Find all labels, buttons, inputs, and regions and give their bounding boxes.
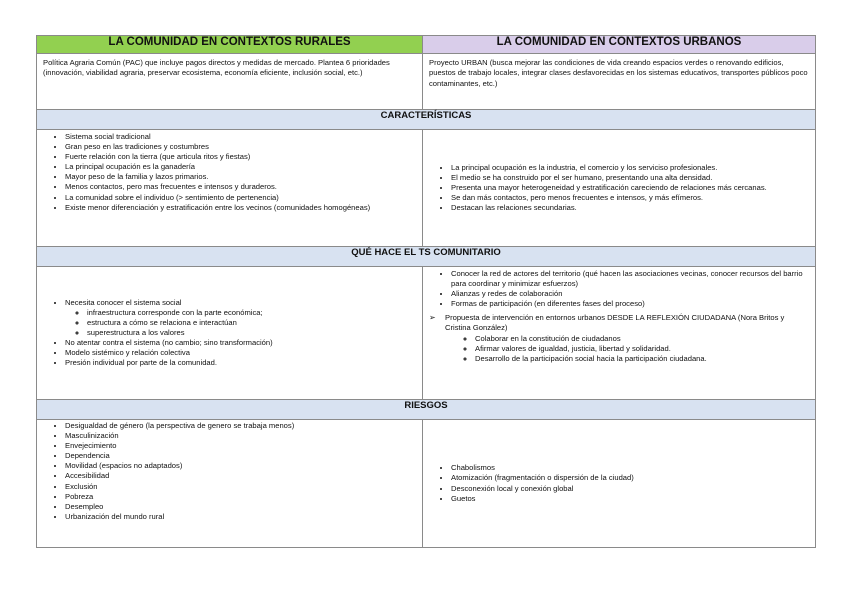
sub-list-item: ◦ Desarrollo de la participación social hacia la participación ciudadana. (475, 354, 809, 364)
caracteristicas-urban-list (429, 163, 809, 213)
list-item: • El medio se ha construido por el ser humano, presentando una alta densidad. (451, 173, 809, 183)
sub-list-item: ◦ Colaborar en la constitución de ciudadanos (475, 334, 809, 344)
que-hace-row (37, 267, 816, 400)
list-item: • Atomización (fragmentación o dispersión de la ciudad) (451, 473, 809, 483)
list-item: • Menos contactos, pero mas frecuentes e intensos y duraderos. (65, 182, 416, 192)
list-item: • Formas de participación (en diferentes fases del proceso) (451, 299, 809, 309)
list-item: • Existe menor diferenciación y estratificación entre los vecinos (comunidades homogéneas) (65, 203, 416, 213)
list-item: • Desigualdad de género (la perspectiva de genero se trabaja menos) (65, 421, 416, 431)
caracteristicas-rural-list (43, 132, 416, 213)
list-item: • La principal ocupación es la ganadería (65, 162, 416, 172)
list-item: • Fuerte relación con la tierra (que articula ritos y fiestas) (65, 152, 416, 162)
riesgos-rural-list (43, 421, 416, 522)
header-urban: LA COMUNIDAD EN CONTEXTOS URBANOS (423, 36, 816, 54)
list-item: • Presenta una mayor heterogeneidad y estratificación careciendo de relaciones más cercanas. (451, 183, 809, 193)
sub-list-item: ◦ superestructura a los valores (87, 328, 416, 338)
list-item: • Masculinización (65, 431, 416, 441)
riesgos-urban-cell (423, 420, 816, 548)
list-item: • Destacan las relaciones secundarias. (451, 203, 809, 213)
que-hace-rural-sublist (65, 308, 416, 338)
que-hace-urban-sublist (445, 334, 809, 364)
section-title-riesgos: RIESGOS (37, 400, 816, 420)
riesgos-row (37, 420, 816, 548)
list-item: • Accesibilidad (65, 471, 416, 481)
comparison-table (36, 35, 816, 548)
list-item: • Presión individual por parte de la comunidad. (65, 358, 416, 368)
riesgos-rural-cell (37, 420, 423, 548)
intro-rural: Política Agraria Común (PAC) que incluye pagos directos y medidas de mercado. Plantea 6 prioridades (innovación, viabilidad agraria, preservar ecosistema, economía eficiente, inclusión social, etc.) (37, 54, 423, 110)
section-que-hace-row (37, 247, 816, 267)
header-row (37, 36, 816, 54)
arrow-bullet-icon: ➢ (429, 313, 436, 323)
list-item: • Pobreza (65, 492, 416, 502)
list-item: • Dependencia (65, 451, 416, 461)
sub-list-item: ◦ Afirmar valores de igualdad, justicia, libertad y solidaridad. (475, 344, 809, 354)
list-item: • La comunidad sobre el individuo (> sentimiento de pertenencia) (65, 193, 416, 203)
list-item: • La principal ocupación es la industria, el comercio y los serviciso profesionales. (451, 163, 809, 173)
list-item (65, 298, 416, 338)
section-title-caracteristicas: CARACTERÍSTICAS (37, 110, 816, 130)
list-item: • Desempleo (65, 502, 416, 512)
intro-urban: Proyecto URBAN (busca mejorar las condiciones de vida creando espacios verdes o renovando edificios, puestos de trabajo locales, integrar clases desfavorecidas en los sistemas educativos, transportes públicos poco contaminantes, etc.) (423, 54, 816, 110)
caracteristicas-row (37, 130, 816, 247)
list-item: • Se dan más contactos, pero menos frecuentes e intensos, y más efímeros. (451, 193, 809, 203)
que-hace-urban-list (429, 269, 809, 309)
list-item: • Envejecimiento (65, 441, 416, 451)
caracteristicas-urban-cell (423, 130, 816, 247)
list-item: • Chabolismos (451, 463, 809, 473)
list-item: • Exclusión (65, 482, 416, 492)
list-item (429, 313, 809, 363)
list-item-text: Necesita conocer el sistema social (65, 297, 182, 307)
list-item: • Modelo sistémico y relación colectiva (65, 348, 416, 358)
section-title-que-hace: QUÉ HACE EL TS COMUNITARIO (37, 247, 816, 267)
list-item: • Desconexión local y conexión global (451, 484, 809, 494)
que-hace-urban-arrow-list (429, 313, 809, 363)
list-item: • No atentar contra el sistema (no cambio; sino transformación) (65, 338, 416, 348)
list-item: • Guetos (451, 494, 809, 504)
que-hace-urban-cell (423, 267, 816, 400)
list-item: • Movilidad (espacios no adaptados) (65, 461, 416, 471)
caracteristicas-rural-cell (37, 130, 423, 247)
que-hace-rural-cell (37, 267, 423, 400)
section-riesgos-row (37, 400, 816, 420)
riesgos-urban-list (429, 463, 809, 503)
header-rural: LA COMUNIDAD EN CONTEXTOS RURALES (37, 36, 423, 54)
list-item: • Alianzas y redes de colaboración (451, 289, 809, 299)
list-item: • Urbanización del mundo rural (65, 512, 416, 522)
list-item-text: Propuesta de intervención en entornos urbanos DESDE LA REFLEXIÓN CIUDADANA (Nora Britos y Cristina González) (445, 313, 785, 333)
list-item: • Mayor peso de la familia y lazos primarios. (65, 172, 416, 182)
section-caracteristicas-row (37, 110, 816, 130)
list-item: • Conocer la red de actores del territorio (qué hacen las asociaciones vecinas, conocer recursos del barrio para coordinar y minimizar esfuerzos) (451, 269, 809, 289)
list-item: • Gran peso en las tradiciones y costumbres (65, 142, 416, 152)
que-hace-rural-list (43, 298, 416, 369)
list-item: • Sistema social tradicional (65, 132, 416, 142)
sub-list-item: ◦ estructura a cómo se relaciona e interactúan (87, 318, 416, 328)
intro-row (37, 54, 816, 110)
sub-list-item: ◦ infraestructura corresponde con la parte económica; (87, 308, 416, 318)
